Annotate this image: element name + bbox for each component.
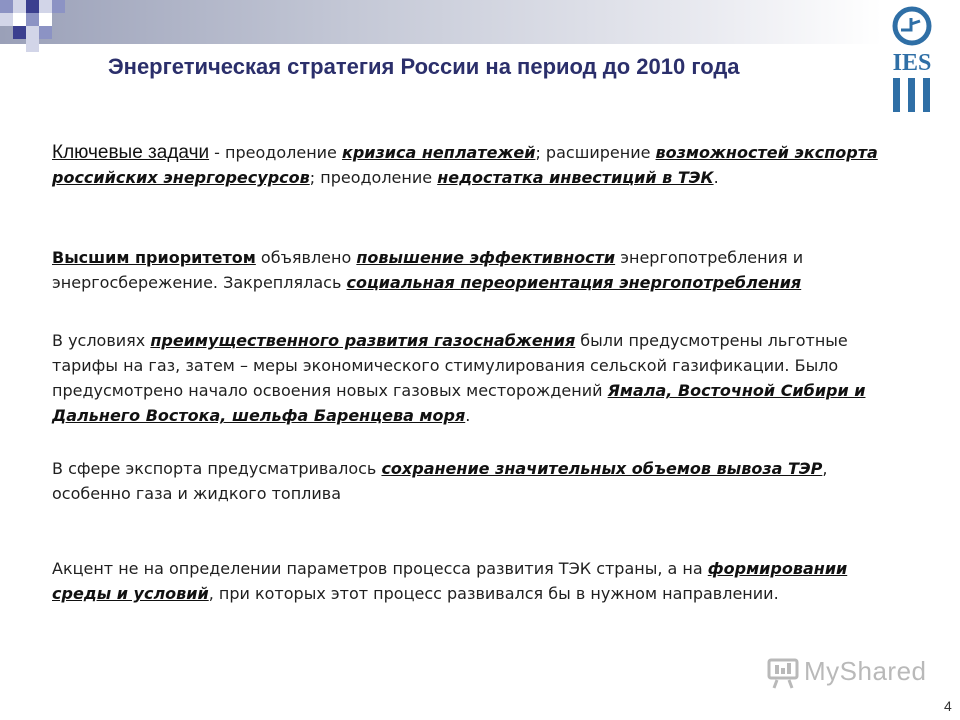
slide-title: Энергетическая стратегия России на период до 2010 года — [108, 54, 740, 79]
highlight: недостатка инвестиций в ТЭК — [437, 168, 714, 187]
paragraph-priority: Высшим приоритетом объявлено повышение эффективности энергопотребления и энергосбережение. Закреплялась социальная переориентация энергопотребления — [52, 248, 804, 292]
page-number: 4 — [944, 698, 952, 714]
highlight: преимущественного развития газоснабжения — [150, 331, 576, 350]
highlight: кризиса неплатежей — [341, 143, 536, 162]
header-band — [0, 0, 882, 44]
paragraph-gas-supply: В условиях преимущественного развития газоснабжения были предусмотрены льготные тарифы на газ, затем – меры экономического стимулирования сельской газификации. Было предусмотрено начало освоения новых газовых месторождений Ямала, Восточной Сибири и Дальнего Востока, шельфа Баренцева моря. — [52, 331, 866, 425]
highlight: социальная переориентация энергопотребления — [346, 273, 802, 292]
lead-phrase: Ключевые задачи — [52, 142, 210, 163]
highlight: возможностей экспорта российских энергоресурсов — [52, 143, 878, 187]
paragraph-key-tasks: Ключевые задачи - преодоление кризиса неплатежей; расширение возможностей экспорта российских энергоресурсов; преодоление недостатка инвестиций в ТЭК. — [52, 142, 878, 187]
lead-phrase: Высшим приоритетом — [52, 248, 256, 267]
ies-logo — [884, 4, 940, 114]
highlight: формировании среды и условий — [52, 559, 848, 603]
paragraph-export: В сфере экспорта предусматривалось сохранение значительных объемов вывоза ТЭР, особенно газа и жидкого топлива — [52, 459, 828, 503]
highlight: сохранение значительных объемов вывоза ТЭР — [381, 459, 823, 478]
decorative-squares — [0, 0, 80, 60]
logo-text: IES — [892, 50, 932, 76]
highlight: повышение эффективности — [356, 248, 616, 267]
paragraph-accent: Акцент не на определении параметров процесса развития ТЭК страны, а на формировании среды и условий, при которых этот процесс развивался бы в нужном направлении. — [52, 559, 848, 603]
myshared-watermark — [766, 654, 936, 694]
highlight: Ямала, Восточной Сибири и Дальнего Востока, шельфа Баренцева моря — [52, 381, 866, 425]
presentation-icon — [766, 656, 800, 690]
watermark-text: MyShared — [804, 656, 927, 686]
